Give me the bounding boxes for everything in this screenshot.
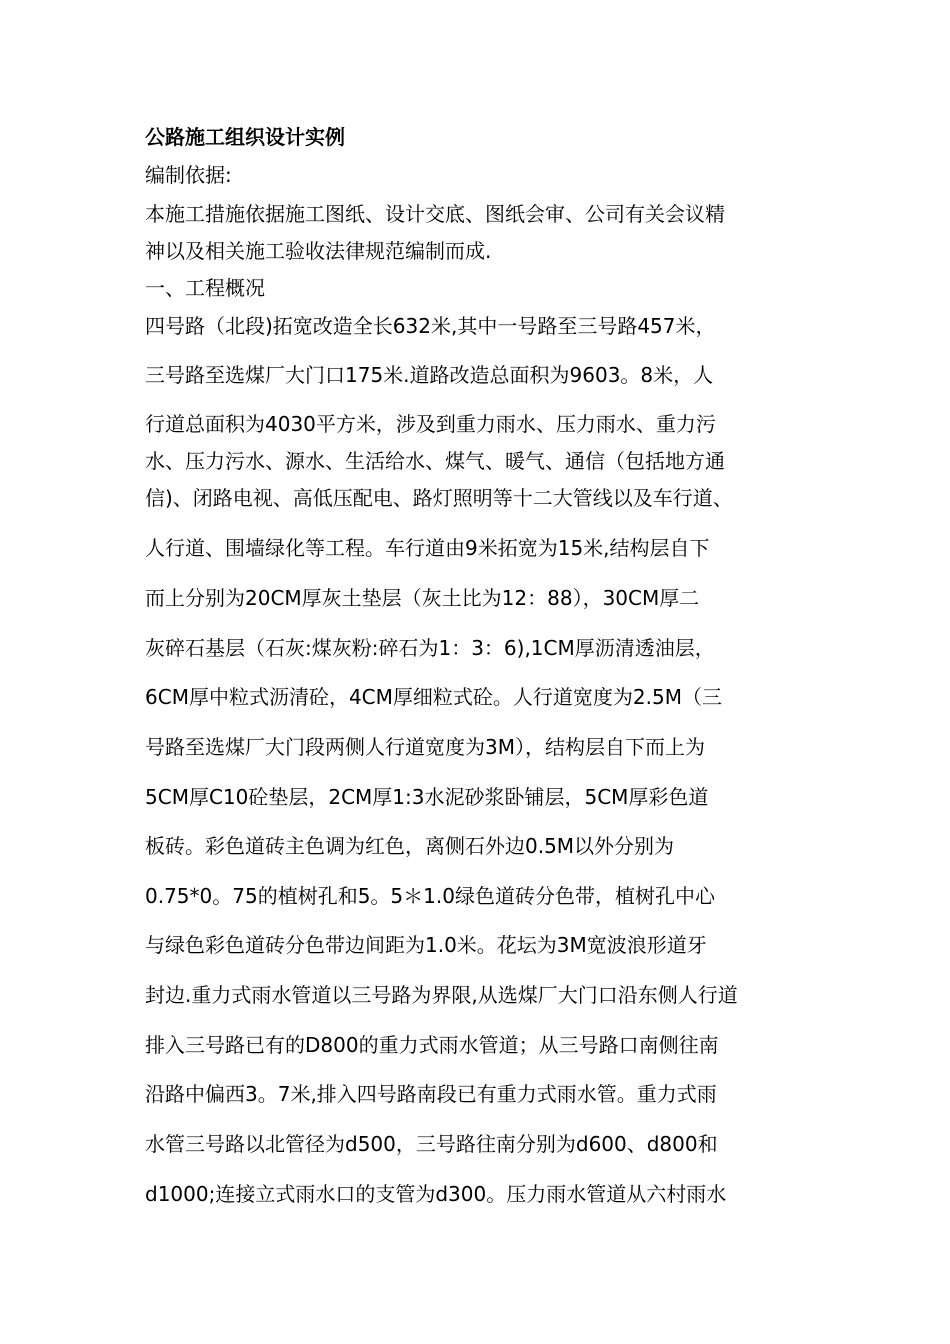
body-line: d1000;连接立式雨水口的支管为d300。压力雨水管道从六村雨水 xyxy=(145,1182,727,1206)
body-line: 灰碎石基层（石灰:煤灰粉:碎石为1：3：6),1CM厚沥清透油层， xyxy=(145,636,715,660)
body-line: 行道总面积为4030平方米，涉及到重力雨水、压力雨水、重力污 xyxy=(145,412,716,436)
body-line: 6CM厚中粒式沥清砼，4CM厚细粒式砼。人行道宽度为2.5M（三 xyxy=(145,685,722,709)
body-line: 而上分别为20CM厚灰土垫层（灰土比为12：88），30CM厚二 xyxy=(145,586,700,610)
body-line: 沿路中偏西3。7米,排入四号路南段已有重力式雨水管。重力式雨 xyxy=(145,1082,717,1106)
basis-line: 神以及相关施工验收法律规范编制而成. xyxy=(145,239,492,263)
body-line: 人行道、围墙绿化等工程。车行道由9米拓宽为15米,结构层自下 xyxy=(145,536,710,560)
body-line: 四号路（北段)拓宽改造全长632米,其中一号路至三号路457米， xyxy=(145,314,716,338)
body-line: 信)、闭路电视、高低压配电、路灯照明等十二大管线以及车行道、 xyxy=(145,486,733,510)
body-line: 5CM厚C10砼垫层，2CM厚1:3水泥砂浆卧铺层，5CM厚彩色道 xyxy=(145,785,709,809)
section-heading: 一、工程概况 xyxy=(145,276,265,300)
basis-line: 本施工措施依据施工图纸、设计交底、图纸会审、公司有关会议精 xyxy=(145,202,725,226)
body-line: 号路至选煤厂大门段两侧人行道宽度为3M），结构层自下而上为 xyxy=(145,735,705,759)
body-line: 排入三号路已有的D800的重力式雨水管道；从三号路口南侧往南 xyxy=(145,1033,719,1057)
body-line: 封边.重力式雨水管道以三号路为界限,从选煤厂大门口沿东侧人行道 xyxy=(145,983,738,1007)
body-line: 0.75*0。75的植树孔和5。5＊1.0绿色道砖分色带，植树孔中心 xyxy=(145,884,715,908)
document-title: 公路施工组织设计实例 xyxy=(145,125,345,149)
body-line: 水管三号路以北管径为d500，三号路往南分别为d600、d800和 xyxy=(145,1132,718,1156)
body-line: 板砖。彩色道砖主色调为红色，离侧石外边0.5M以外分别为 xyxy=(145,834,675,858)
body-line: 水、压力污水、源水、生活给水、煤气、暖气、通信（包括地方通 xyxy=(145,449,725,473)
body-line: 与绿色彩色道砖分色带边间距为1.0米。花坛为3M宽波浪形道牙 xyxy=(145,933,707,957)
basis-heading: 编制依据: xyxy=(145,163,232,187)
body-line: 三号路至选煤厂大门口175米.道路改造总面积为9603。8米，人 xyxy=(145,363,714,387)
